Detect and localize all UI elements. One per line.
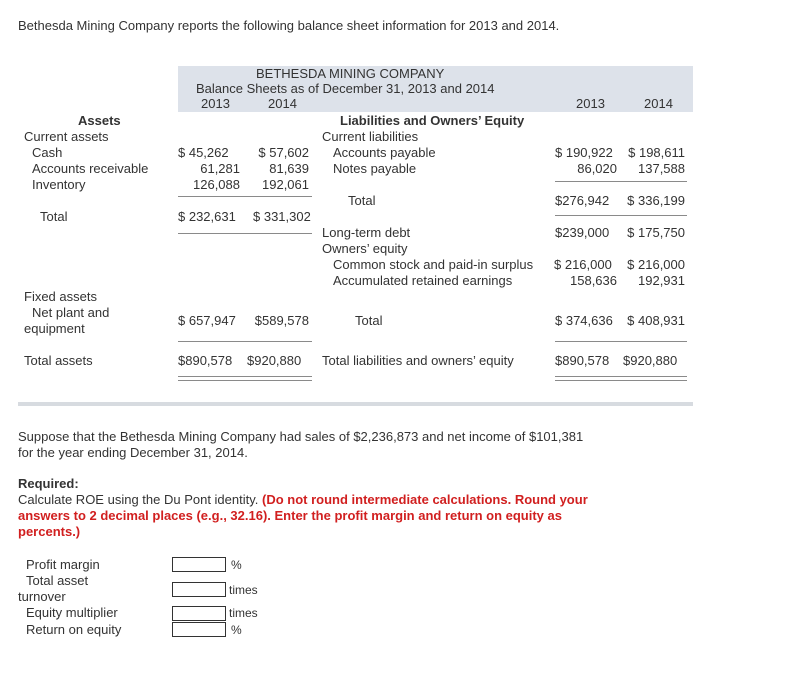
total-owners-equity-2013: $ 374,636 xyxy=(555,313,613,328)
np-2013: 86,020 xyxy=(577,161,617,176)
fixed-assets-label: Fixed assets xyxy=(24,289,97,304)
ap-2014: $ 198,611 xyxy=(628,145,685,160)
assets-header: Assets xyxy=(78,113,121,128)
current-assets-label: Current assets xyxy=(24,129,109,144)
liabilities-header: Liabilities and Owners’ Equity xyxy=(340,113,525,128)
inventory-2013: 126,088 xyxy=(193,177,240,192)
balance-sheet xyxy=(18,66,693,406)
ap-label: Accounts payable xyxy=(333,145,436,160)
rule xyxy=(178,196,312,197)
cash-label: Cash xyxy=(32,145,63,160)
ltd-2013: $239,000 xyxy=(555,225,610,240)
year-2014-left: 2014 xyxy=(268,96,297,111)
total-asset-turnover-label-line1: Total asset xyxy=(26,573,89,588)
cash-2013: $ 45,262 xyxy=(178,145,229,160)
total-current-assets-label: Total xyxy=(40,209,68,224)
question-text: Suppose that the Bethesda Mining Company had sales of $2,236,873 and net income of $101,381 for the year ending December 31, 2014. xyxy=(18,429,584,460)
current-liabilities-label: Current liabilities xyxy=(322,129,419,144)
rule xyxy=(178,341,312,342)
equity-multiplier-label: Equity multiplier xyxy=(26,605,118,620)
net-plant-label-line1: Net plant and xyxy=(32,305,110,320)
np-2014: 137,588 xyxy=(638,161,685,176)
ar-label: Accounts receivable xyxy=(32,161,149,176)
rule xyxy=(555,181,687,182)
ltd-label: Long-term debt xyxy=(322,225,411,240)
total-current-assets-2014: $ 331,302 xyxy=(253,209,311,224)
net-plant-2014: $589,578 xyxy=(254,313,309,328)
total-owners-equity-label: Total xyxy=(355,313,383,328)
double-rule xyxy=(555,376,687,381)
total-le-2013: $890,578 xyxy=(555,353,610,368)
common-stock-2013: $ 216,000 xyxy=(554,257,612,272)
total-le-2014: $920,880 xyxy=(623,353,678,368)
company-name: BETHESDA MINING COMPANY xyxy=(256,66,445,81)
inventory-label: Inventory xyxy=(32,177,86,192)
return-on-equity-input[interactable] xyxy=(172,622,226,637)
retained-earnings-2014: 192,931 xyxy=(638,273,685,288)
balance-sheet-bottom-bar xyxy=(18,402,693,406)
total-asset-turnover-unit: times xyxy=(229,583,258,597)
year-2014-right: 2014 xyxy=(644,96,673,111)
ar-2014: 81,639 xyxy=(269,161,309,176)
total-owners-equity-2014: $ 408,931 xyxy=(627,313,685,328)
total-current-liabilities-2013: $276,942 xyxy=(555,193,610,208)
intro-text: Bethesda Mining Company reports the following balance sheet information for 2013 and 2014. xyxy=(18,18,560,33)
year-2013-left: 2013 xyxy=(201,96,230,111)
equity-multiplier-input[interactable] xyxy=(172,606,226,621)
common-stock-label: Common stock and paid-in surplus xyxy=(333,257,534,272)
total-le-label: Total liabilities and owners’ equity xyxy=(322,353,514,368)
owners-equity-label: Owners’ equity xyxy=(322,241,408,256)
total-current-liabilities-2014: $ 336,199 xyxy=(627,193,685,208)
total-current-liabilities-label: Total xyxy=(348,193,376,208)
ap-2013: $ 190,922 xyxy=(555,145,613,160)
year-2013-right: 2013 xyxy=(576,96,605,111)
required-text: Calculate ROE using the Du Pont identity. xyxy=(18,492,259,507)
required-label: Required: xyxy=(18,476,79,491)
required-note: (Do not round intermediate calculations. Round your answers to 2 decimal places (e.g., 32.16). Enter the profit margin and return on equity as percents.) xyxy=(18,492,588,539)
rule xyxy=(555,215,687,216)
profit-margin-label: Profit margin xyxy=(26,557,100,572)
profit-margin-unit: % xyxy=(231,558,242,572)
np-label: Notes payable xyxy=(333,161,417,176)
net-plant-label-line2: equipment xyxy=(24,321,85,336)
equity-multiplier-unit: times xyxy=(229,606,258,620)
retained-earnings-2013: 158,636 xyxy=(570,273,617,288)
ltd-2014: $ 175,750 xyxy=(627,225,685,240)
cash-2014: $ 57,602 xyxy=(258,145,309,160)
balance-sheet-subtitle: Balance Sheets as of December 31, 2013 and 2014 xyxy=(196,81,495,96)
required-instructions xyxy=(18,492,588,540)
net-plant-2013: $ 657,947 xyxy=(178,313,236,328)
total-assets-2014: $920,880 xyxy=(247,353,302,368)
profit-margin-input[interactable] xyxy=(172,557,226,572)
inventory-2014: 192,061 xyxy=(262,177,309,192)
return-on-equity-unit: % xyxy=(231,623,242,637)
total-assets-label: Total assets xyxy=(24,353,93,368)
ar-2013: 61,281 xyxy=(200,161,240,176)
double-rule xyxy=(178,376,312,381)
total-asset-turnover-input[interactable] xyxy=(172,582,226,597)
rule xyxy=(178,233,312,234)
total-current-assets-2013: $ 232,631 xyxy=(178,209,236,224)
total-assets-2013: $890,578 xyxy=(178,353,233,368)
retained-earnings-label: Accumulated retained earnings xyxy=(333,273,513,288)
total-asset-turnover-label-line2: turnover xyxy=(18,589,66,604)
rule xyxy=(555,341,687,342)
common-stock-2014: $ 216,000 xyxy=(627,257,685,272)
return-on-equity-label: Return on equity xyxy=(26,622,122,637)
